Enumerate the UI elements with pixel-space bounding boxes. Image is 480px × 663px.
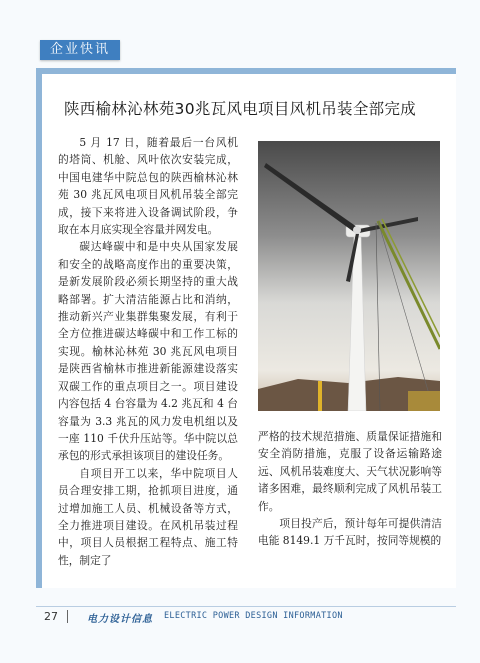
article-left-column [58,134,238,569]
paragraph: 5 月 17 日，随着最后一台风机的塔筒、机舱、风叶依次安装完成，中国电建华中院总包的陕西榆林沁林苑 30 兆瓦风电项目风机吊装全部完成，接下来将进入设备调试阶段，争取在本月底实现全容量并网发电。 [58,136,238,237]
paragraph: 项目投产后，预计每年可提供清洁电能 8149.1 万千瓦时，按同等规模的 [258,517,442,548]
paragraph: 严格的技术规范措施、质量保证措施和安全消防措施，克服了设备运输路途远、风机吊装难度大、天气状况影响等诸多困难，最终顺利完成了风机吊装工作。 [258,430,442,513]
section-tag: 企业快讯 [40,40,120,60]
wind-turbine-photo [258,141,440,411]
wind-turbine-illustration [258,141,440,411]
paragraph: 碳达峰碳中和是中央从国家发展和安全的战略高度作出的重要决策，是新发展阶段必须长期坚持的重大战略部署。扩大清洁能源占比和消纳，推动新兴产业集群集聚发展，有利于全方位推进碳达峰碳中和工作工标的实现。榆林沁林苑 30 兆瓦风电项目是陕西省榆林市推进新能源建设落实双碳工作的重点项目之一。项目建设内容包括 4 台容量为 4.2 兆瓦和 4 台容量为 3.3 兆瓦的风力发电机组以及一座 110 千伏升压站等。华中院以总承包的形式承担该项目的建设任务。 [58,240,238,463]
page-number: 27 [44,610,58,623]
article-title: 陕西榆林沁林苑30兆瓦风电项目风机吊装全部完成 [63,100,417,118]
footer-separator [67,610,68,623]
magazine-name-cn: 电力设计信息 [87,614,153,625]
paragraph: 自项目开工以来，华中院项目人员合理安排工期，抢抓项目进度，通过增加施工人员、机械设备等方式，全力推进项目建设。在风机吊装过程中，项目人员根据工程特点、施工特性，制定了 [58,466,238,567]
magazine-name-en: ELECTRIC POWER DESIGN INFORMATION [164,611,343,621]
article-right-column [258,428,442,550]
footer-divider [36,606,456,607]
